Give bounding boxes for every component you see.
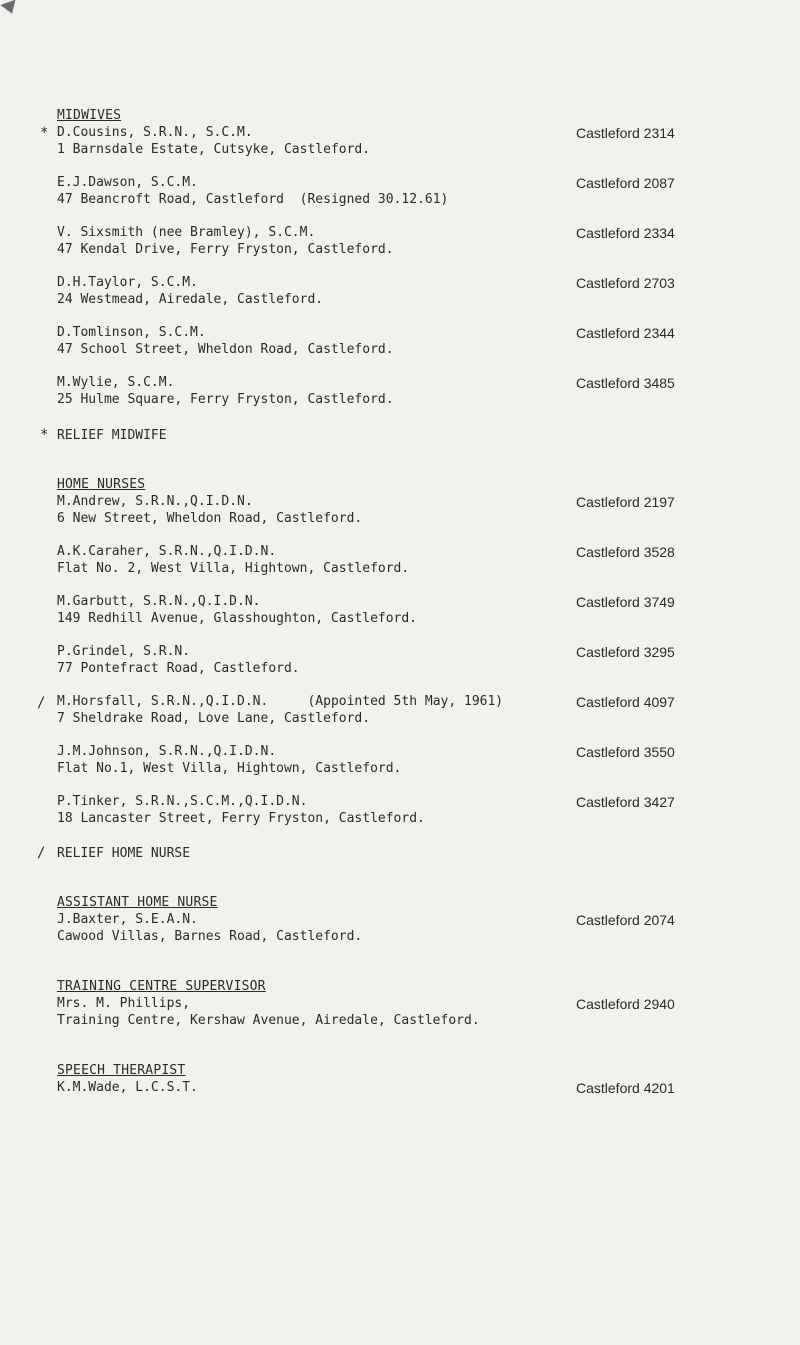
midwife-name: V. Sixsmith (nee Bramley), S.C.M. — [57, 225, 316, 240]
midwife-phone: Castleford 2334 — [576, 225, 675, 241]
midwife-entry — [0, 375, 800, 409]
speech-therapist-name: K.M.Wade, L.C.S.T. — [57, 1080, 198, 1095]
home-nurse-address: 77 Pontefract Road, Castleford. — [57, 661, 300, 676]
home-nurse-name: M.Andrew, S.R.N.,Q.I.D.N. — [57, 494, 253, 509]
relief-home-nurse-label: RELIEF HOME NURSE — [57, 846, 191, 861]
midwife-name: D.Tomlinson, S.C.M. — [57, 325, 206, 340]
training-centre-supervisor-address: Training Centre, Kershaw Avenue, Airedale, Castleford. — [57, 1013, 480, 1028]
assistant-home-nurse-heading: ASSISTANT HOME NURSE — [57, 895, 218, 910]
home-nurse-address: Flat No.1, West Villa, Hightown, Castleford. — [57, 761, 402, 776]
home-nurse-name: M.Horsfall, S.R.N.,Q.I.D.N. — [57, 694, 269, 709]
midwife-entry — [0, 175, 800, 209]
home-nurse-note: (Appointed 5th May, 1961) — [307, 694, 504, 709]
home-nurse-entry — [0, 794, 800, 828]
midwife-name: D.Cousins, S.R.N., S.C.M. — [57, 125, 253, 140]
midwife-name: M.Wylie, S.C.M. — [57, 375, 175, 390]
midwife-entry — [0, 225, 800, 259]
midwife-address: 1 Barnsdale Estate, Cutsyke, Castleford. — [57, 142, 371, 157]
midwife-address: 24 Westmead, Airedale, Castleford. — [57, 292, 324, 307]
relief-midwife-label: RELIEF MIDWIFE — [57, 428, 167, 443]
training-centre-supervisor-entry — [0, 996, 800, 1030]
home-nurse-phone: Castleford 4097 — [576, 694, 675, 710]
home-nurse-mark: / — [37, 695, 46, 711]
midwives-heading: MIDWIVES — [57, 108, 122, 123]
assistant-home-nurse-entry — [0, 912, 800, 946]
speech-therapist-phone: Castleford 4201 — [576, 1080, 675, 1096]
home-nurse-address: 149 Redhill Avenue, Glasshoughton, Castleford. — [57, 611, 418, 626]
home-nurse-phone: Castleford 3550 — [576, 744, 675, 760]
assistant-home-nurse-name: J.Baxter, S.E.A.N. — [57, 912, 198, 927]
training-centre-supervisor-phone: Castleford 2940 — [576, 996, 675, 1012]
training-centre-supervisor-heading: TRAINING CENTRE SUPERVISOR — [57, 979, 266, 994]
midwife-address: 47 School Street, Wheldon Road, Castleford. — [57, 342, 394, 357]
training-centre-supervisor-name: Mrs. M. Phillips, — [57, 996, 191, 1011]
home-nurse-name: M.Garbutt, S.R.N.,Q.I.D.N. — [57, 594, 261, 609]
midwife-phone: Castleford 3485 — [576, 375, 675, 391]
home-nurse-address: Flat No. 2, West Villa, Hightown, Castleford. — [57, 561, 410, 576]
home-nurse-phone: Castleford 2197 — [576, 494, 675, 510]
home-nurse-address: 6 New Street, Wheldon Road, Castleford. — [57, 511, 363, 526]
midwife-phone: Castleford 2087 — [576, 175, 675, 191]
home-nurse-entry — [0, 494, 800, 528]
home-nurse-name: A.K.Caraher, S.R.N.,Q.I.D.N. — [57, 544, 277, 559]
home-nurse-name: J.M.Johnson, S.R.N.,Q.I.D.N. — [57, 744, 277, 759]
home-nurse-address: 7 Sheldrake Road, Love Lane, Castleford. — [57, 711, 371, 726]
midwife-address: 47 Beancroft Road, Castleford — [57, 192, 284, 207]
home-nurse-address: 18 Lancaster Street, Ferry Fryston, Castleford. — [57, 811, 425, 826]
home-nurse-entry — [0, 594, 800, 628]
home-nurse-phone: Castleford 3528 — [576, 544, 675, 560]
midwife-phone: Castleford 2314 — [576, 125, 675, 141]
midwives-asterisk: * — [40, 125, 49, 141]
midwife-address: 25 Hulme Square, Ferry Fryston, Castleford. — [57, 392, 394, 407]
speech-therapist-entry — [0, 1080, 800, 1114]
midwife-entry — [0, 125, 800, 159]
relief-midwife-asterisk: * — [40, 427, 49, 443]
midwife-entry — [0, 325, 800, 359]
relief-home-nurse-mark: / — [37, 845, 46, 861]
midwife-name: E.J.Dawson, S.C.M. — [57, 175, 198, 190]
home-nurse-name: P.Tinker, S.R.N.,S.C.M.,Q.I.D.N. — [57, 794, 308, 809]
home-nurse-name-line — [57, 694, 503, 709]
assistant-home-nurse-address: Cawood Villas, Barnes Road, Castleford. — [57, 929, 363, 944]
home-nurse-name: P.Grindel, S.R.N. — [57, 644, 191, 659]
home-nurse-entry — [0, 544, 800, 578]
home-nurses-heading: HOME NURSES — [57, 477, 146, 492]
midwife-note: (Resigned 30.12.61) — [299, 192, 449, 207]
home-nurse-phone: Castleford 3427 — [576, 794, 675, 810]
midwife-phone: Castleford 2344 — [576, 325, 675, 341]
midwife-phone: Castleford 2703 — [576, 275, 675, 291]
midwife-name: D.H.Taylor, S.C.M. — [57, 275, 198, 290]
midwife-entry — [0, 275, 800, 309]
midwife-address-line — [57, 192, 448, 207]
home-nurse-entry — [0, 644, 800, 678]
home-nurse-entry — [0, 744, 800, 778]
home-nurse-phone: Castleford 3749 — [576, 594, 675, 610]
page-corner-mark — [0, 0, 19, 16]
home-nurse-phone: Castleford 3295 — [576, 644, 675, 660]
assistant-home-nurse-phone: Castleford 2074 — [576, 912, 675, 928]
speech-therapist-heading: SPEECH THERAPIST — [57, 1063, 186, 1078]
home-nurse-entry — [0, 694, 800, 728]
midwife-address: 47 Kendal Drive, Ferry Fryston, Castleford. — [57, 242, 394, 257]
